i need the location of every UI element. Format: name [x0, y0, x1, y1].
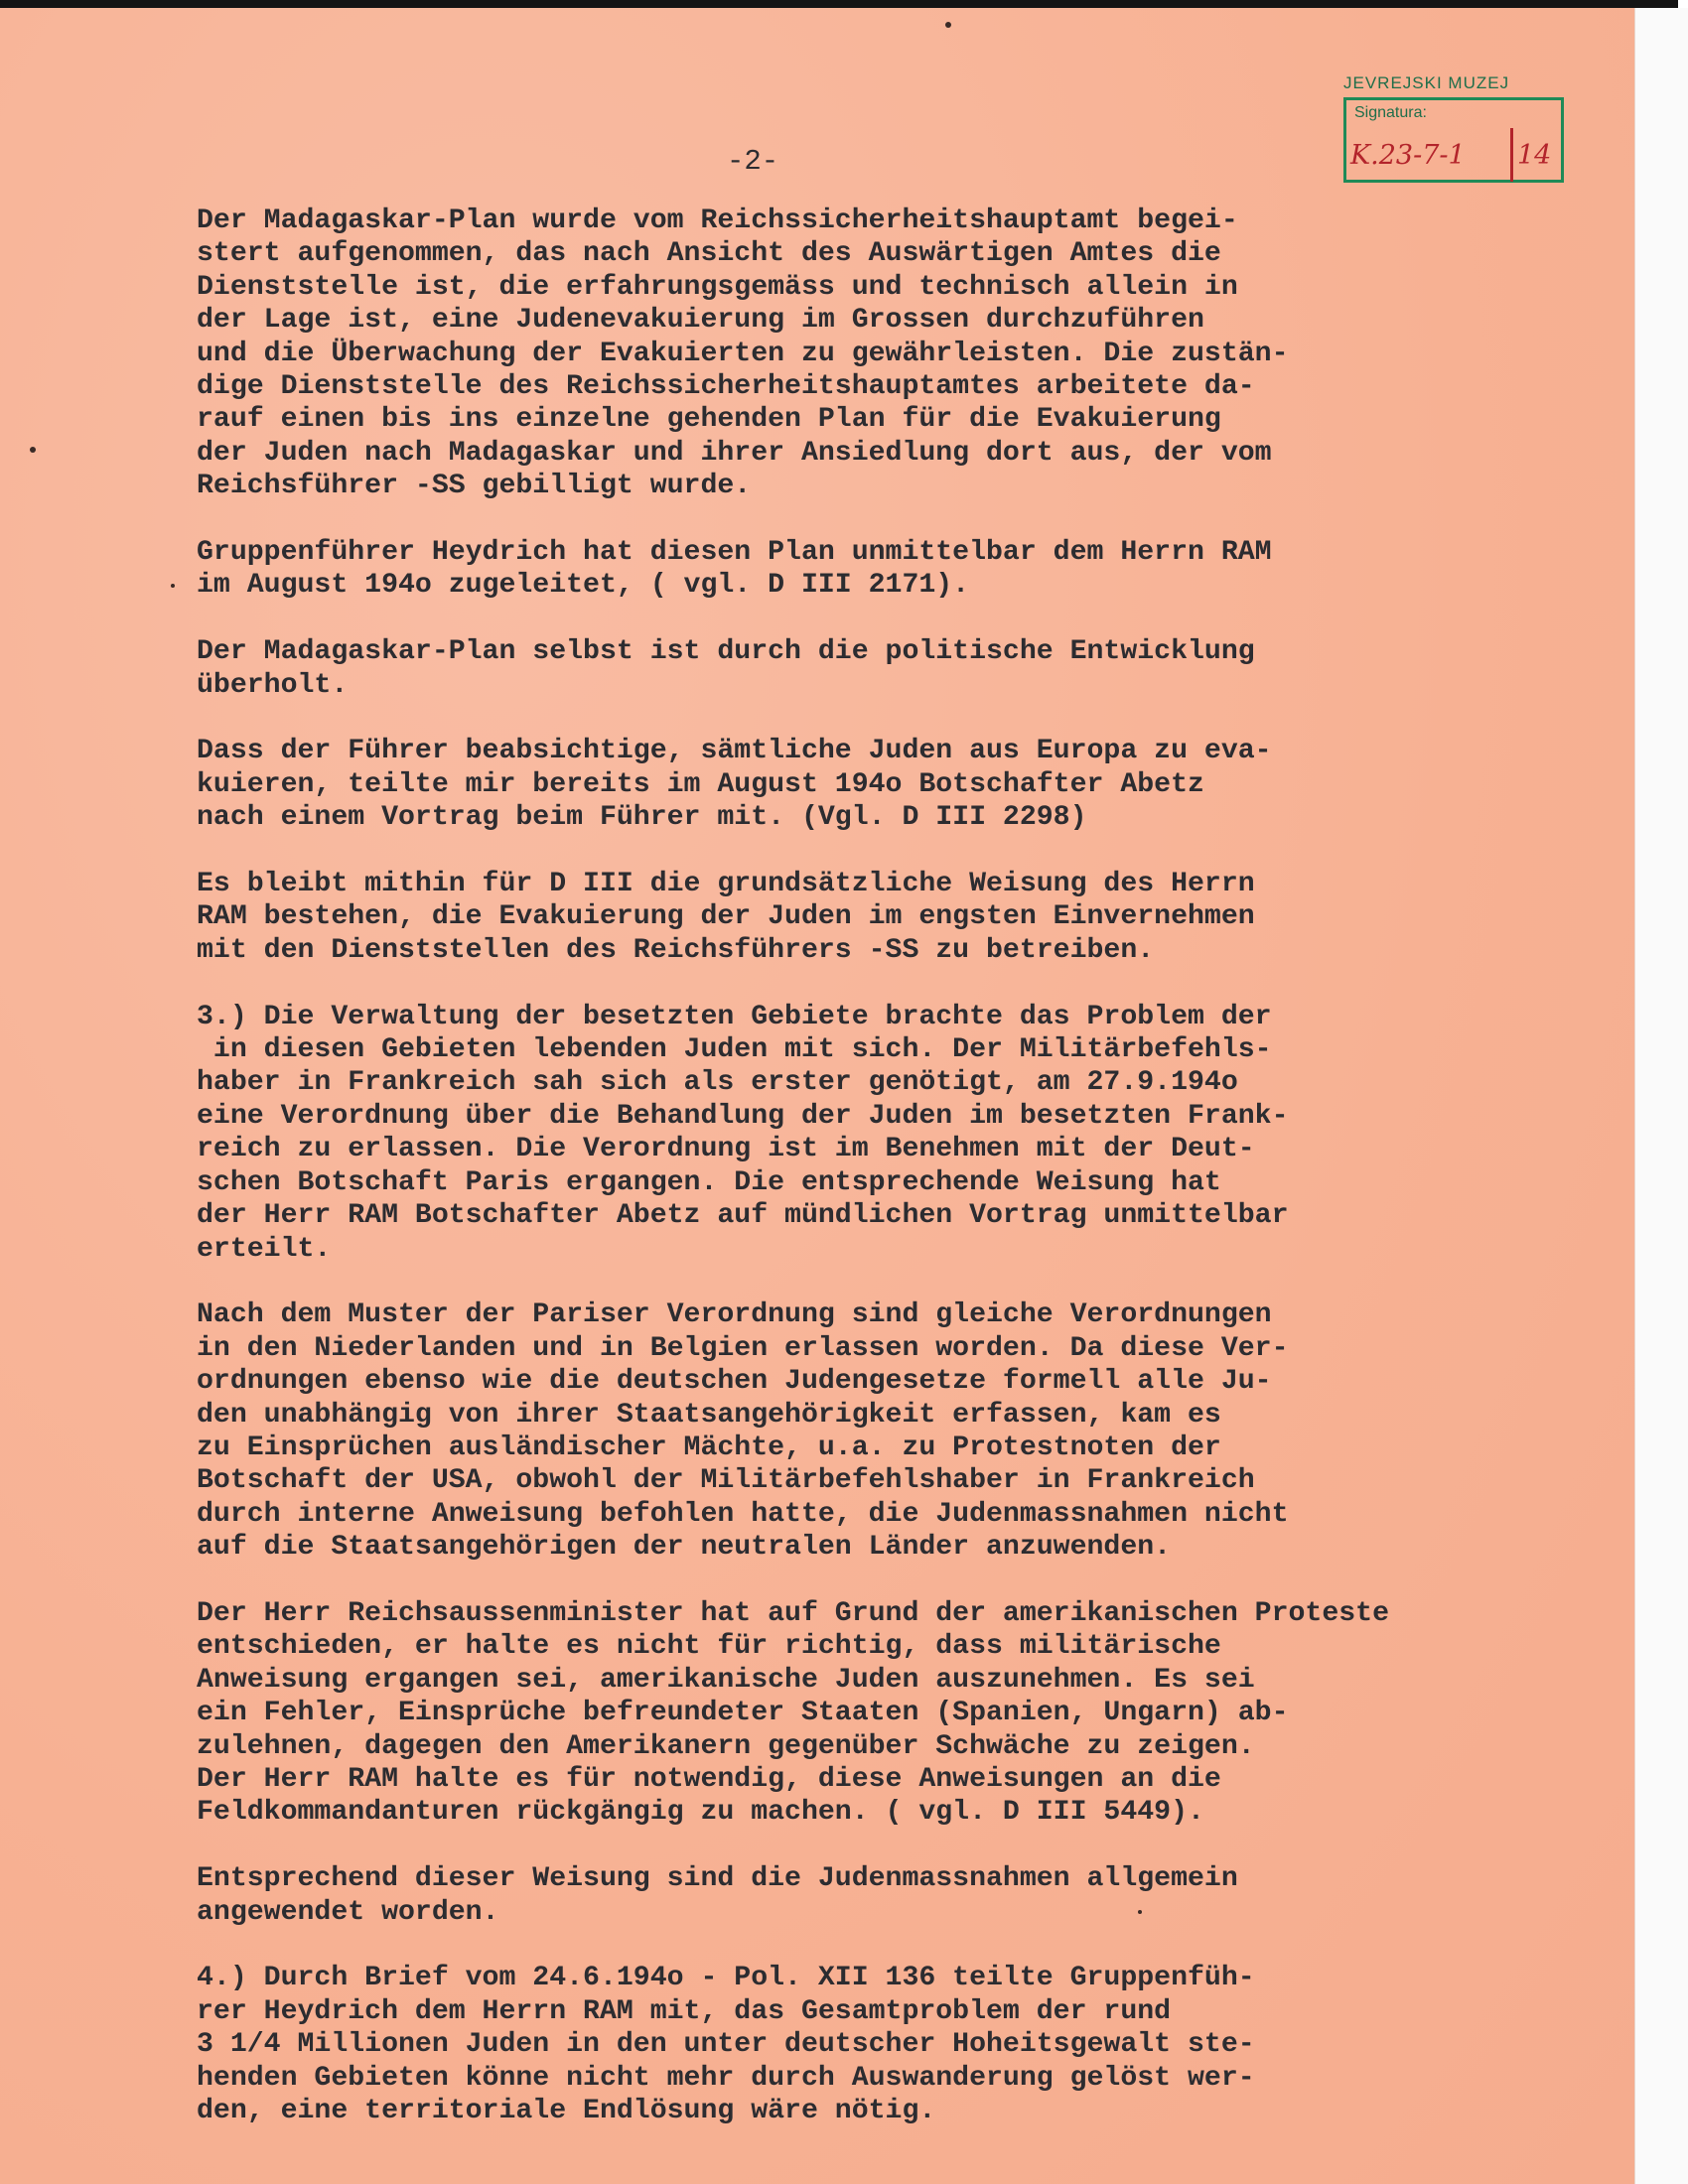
- text-line: der Herr RAM Botschafter Abetz auf mündlichen Vortrag unmittelbar: [197, 1200, 1289, 1232]
- paper-speck: [945, 22, 951, 28]
- text-line: durch interne Anweisung befohlen hatte, die Judenmassnahmen nicht: [197, 1498, 1289, 1530]
- text-line: Der Herr RAM halte es für notwendig, diese Anweisungen an die: [197, 1763, 1221, 1795]
- stamp-signature-label: Signatura:: [1354, 104, 1427, 121]
- text-line: ein Fehler, Einsprüche befreundeter Staaten (Spanien, Ungarn) ab-: [197, 1698, 1289, 1729]
- paragraph: [197, 868, 1607, 967]
- text-line: schen Botschaft Paris ergangen. Die entsprechende Weisung hat: [197, 1166, 1221, 1198]
- museum-stamp-title: JEVREJSKI MUZEJ: [1343, 73, 1510, 92]
- text-line: Entsprechend dieser Weisung sind die Judenmassnahmen allgemein: [197, 1863, 1238, 1895]
- text-line: den, eine territoriale Endlösung wäre nötig.: [197, 2096, 936, 2127]
- paragraph: [197, 1962, 1607, 2127]
- text-line: haber in Frankreich sah sich als erster genötigt, am 27.9.194o: [197, 1067, 1238, 1099]
- text-line: zulehnen, dagegen den Amerikanern gegenüber Schwäche zu zeigen.: [197, 1730, 1255, 1762]
- scan-right-margin: [1634, 8, 1688, 2184]
- stamp-divider: [1510, 128, 1513, 182]
- paragraph: [197, 536, 1607, 603]
- paragraph: [197, 1298, 1607, 1564]
- text-line: erteilt.: [197, 1233, 332, 1265]
- text-line: Es bleibt mithin für D III die grundsätzliche Weisung des Herrn: [197, 869, 1255, 900]
- text-line: henden Gebieten könne nicht mehr durch Auswanderung gelöst wer-: [197, 2062, 1255, 2094]
- text-line: kuieren, teilte mir bereits im August 194o Botschafter Abetz: [197, 768, 1204, 800]
- document-body: [197, 205, 1607, 2127]
- text-line: Anweisung ergangen sei, amerikanische Juden auszunehmen. Es sei: [197, 1664, 1255, 1696]
- archive-signature-stamp: [1343, 97, 1564, 183]
- text-line: Gruppenführer Heydrich hat diesen Plan unmittelbar dem Herrn RAM: [197, 537, 1272, 569]
- text-line: stert aufgenommen, das nach Ansicht des Auswärtigen Amtes die: [197, 238, 1221, 270]
- text-line: 3.) Die Verwaltung der besetzten Gebiete brachte das Problem der: [197, 1001, 1272, 1032]
- stamp-sheet-number: 14: [1517, 140, 1552, 171]
- stamp-signature-number: K.23-7-1: [1350, 140, 1466, 171]
- text-line: Botschaft der USA, obwohl der Militärbefehlshaber in Frankreich: [197, 1465, 1255, 1497]
- text-line: 3 1/4 Millionen Juden in den unter deutscher Hoheitsgewalt ste-: [197, 2029, 1255, 2061]
- text-line: nach einem Vortrag beim Führer mit. (Vgl. D III 2298): [197, 802, 1087, 834]
- text-line: den unabhängig von ihrer Staatsangehörigkeit erfassen, kam es: [197, 1399, 1221, 1431]
- text-line: mit den Dienststellen des Reichsführers -SS zu betreiben.: [197, 934, 1155, 966]
- text-line: dige Dienststelle des Reichssicherheitshauptamtes arbeitete da-: [197, 371, 1255, 403]
- text-line: 4.) Durch Brief vom 24.6.194o - Pol. XII 136 teilte Gruppenfüh-: [197, 1963, 1255, 1994]
- text-line: überholt.: [197, 669, 349, 701]
- text-line: der Juden nach Madagaskar und ihrer Ansiedlung dort aus, der vom: [197, 437, 1272, 469]
- text-line: Der Herr Reichsaussenminister hat auf Grund der amerikanischen Proteste: [197, 1597, 1389, 1629]
- text-line: reich zu erlassen. Die Verordnung ist im Benehmen mit der Deut-: [197, 1134, 1255, 1165]
- text-line: Dienststelle ist, die erfahrungsgemäss und technisch allein in: [197, 271, 1238, 303]
- text-line: rer Heydrich dem Herrn RAM mit, das Gesamtproblem der rund: [197, 1995, 1172, 2027]
- paragraph: [197, 1862, 1607, 1929]
- text-line: Der Madagaskar-Plan wurde vom Reichssicherheitshauptamt begei-: [197, 205, 1238, 236]
- text-line: ordnungen ebenso wie die deutschen Judengesetze formell alle Ju-: [197, 1366, 1272, 1398]
- text-line: Feldkommandanturen rückgängig zu machen. ( vgl. D III 5449).: [197, 1797, 1204, 1829]
- text-line: eine Verordnung über die Behandlung der Juden im besetzten Frank-: [197, 1100, 1289, 1132]
- paragraph: [197, 1001, 1607, 1266]
- page-number: -2-: [727, 145, 779, 178]
- paper-speck: [30, 447, 36, 453]
- paragraph: [197, 1597, 1607, 1830]
- text-line: und die Überwachung der Evakuierten zu gewährleisten. Die zustän-: [197, 338, 1289, 369]
- paragraph: [197, 735, 1607, 834]
- paragraph: [197, 635, 1607, 702]
- text-line: entschieden, er halte es nicht für richtig, dass militärische: [197, 1631, 1221, 1663]
- text-line: Dass der Führer beabsichtige, sämtliche Juden aus Europa zu eva-: [197, 736, 1272, 767]
- text-line: der Lage ist, eine Judenevakuierung im Grossen durchzuführen: [197, 305, 1204, 337]
- text-line: Reichsführer -SS gebilligt wurde.: [197, 471, 752, 502]
- text-line: RAM bestehen, die Evakuierung der Juden im engsten Einvernehmen: [197, 901, 1255, 933]
- text-line: angewendet worden.: [197, 1896, 499, 1928]
- text-line: Nach dem Muster der Pariser Verordnung sind gleiche Verordnungen: [197, 1299, 1272, 1331]
- paper-speck: [171, 584, 175, 588]
- text-line: auf die Staatsangehörigen der neutralen Länder anzuwenden.: [197, 1532, 1172, 1564]
- text-line: in diesen Gebieten lebenden Juden mit sich. Der Militärbefehls-: [197, 1034, 1272, 1066]
- text-line: rauf einen bis ins einzelne gehenden Plan für die Evakuierung: [197, 404, 1221, 436]
- text-line: zu Einsprüchen ausländischer Mächte, u.a. zu Protestnoten der: [197, 1432, 1221, 1463]
- text-line: Der Madagaskar-Plan selbst ist durch die politische Entwicklung: [197, 636, 1255, 668]
- text-line: im August 194o zugeleitet, ( vgl. D III 2171).: [197, 570, 970, 602]
- text-line: in den Niederlanden und in Belgien erlassen worden. Da diese Ver-: [197, 1332, 1289, 1364]
- paragraph: [197, 205, 1607, 503]
